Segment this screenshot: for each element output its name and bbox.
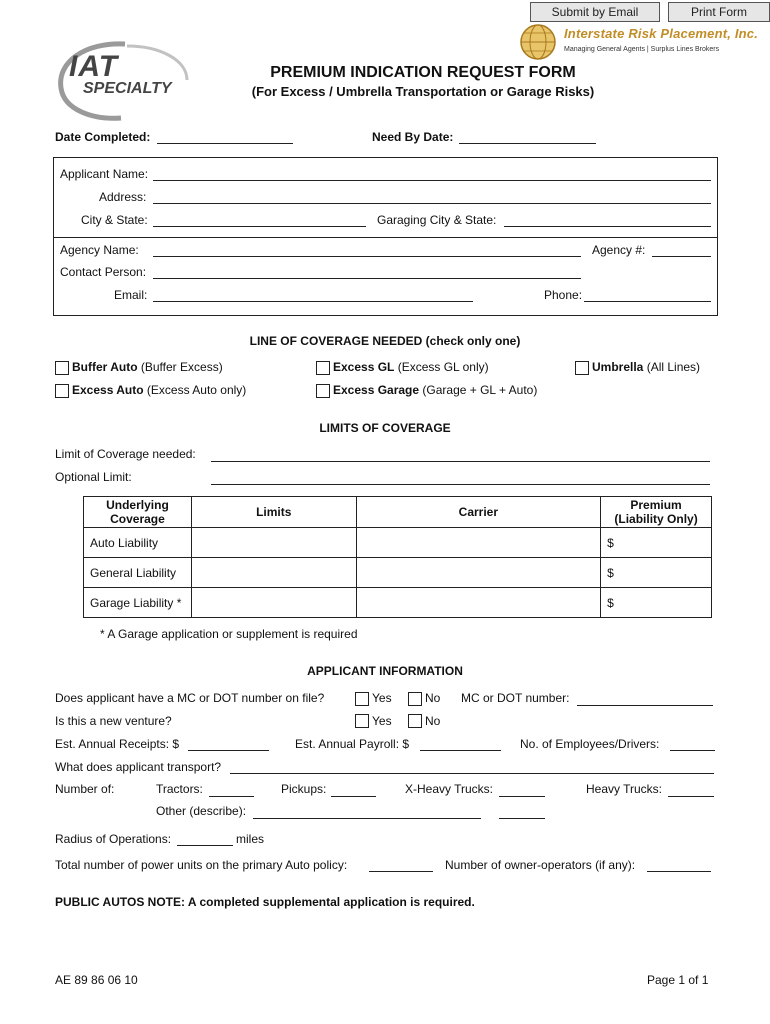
tractors-label: Tractors: [156,782,203,796]
carrier-cell[interactable] [356,588,601,618]
logo-specialty-text: SPECIALTY [83,80,172,97]
radius-label: Radius of Operations: [55,832,172,846]
other-count-field[interactable] [499,818,545,819]
garage-note: * A Garage application or supplement is required [100,627,358,641]
mc-number-field[interactable] [577,705,713,706]
excess-auto-label: Excess Auto (Excess Auto only) [72,383,247,397]
pickups-label: Pickups: [281,782,327,796]
excess-auto-checkbox[interactable] [55,384,69,398]
date-completed-field[interactable] [157,143,293,144]
phone-label: Phone: [544,288,583,302]
owner-ops-label: Number of owner-operators (if any): [445,858,636,872]
form-code: AE 89 86 06 10 [55,973,138,987]
transport-field[interactable] [230,773,714,774]
excess-garage-checkbox[interactable] [316,384,330,398]
contact-person-field[interactable] [153,278,581,279]
umbrella-checkbox[interactable] [575,361,589,375]
carrier-cell[interactable] [356,558,601,588]
brand-logo [516,22,770,62]
employees-field[interactable] [670,750,715,751]
payroll-label: Est. Annual Payroll: $ [295,737,410,751]
row-coverage: General Liability [84,558,192,588]
umbrella-label: Umbrella (All Lines) [592,360,701,374]
need-by-date-label: Need By Date: [372,130,454,144]
page-title: PREMIUM INDICATION REQUEST FORM [270,64,576,81]
page-number: Page 1 of 1 [647,973,709,987]
mc-number-label: MC or DOT number: [461,691,570,705]
limits-heading: LIMITS OF COVERAGE [319,421,451,435]
number-of-label: Number of: [55,782,115,796]
mc-no-checkbox[interactable] [408,692,422,706]
limits-cell[interactable] [191,528,356,558]
receipts-field[interactable] [188,750,269,751]
logo-iat-text: IAT [69,50,119,83]
new-venture-label: Is this a new venture? [55,714,172,728]
xheavy-field[interactable] [499,796,545,797]
address-field[interactable] [153,203,711,204]
power-units-field[interactable] [369,871,433,872]
email-field[interactable] [153,301,473,302]
row-coverage: Garage Liability * [84,588,192,618]
col-carrier: Carrier [356,497,601,528]
premium-cell[interactable]: $ [601,588,712,618]
optional-limit-label: Optional Limit: [55,470,132,484]
venture-yes-checkbox[interactable] [355,714,369,728]
receipts-label: Est. Annual Receipts: $ [55,737,180,751]
brand-tagline: Managing General Agents | Surplus Lines Brokers [564,46,720,53]
city-state-field[interactable] [153,226,366,227]
col-limits: Limits [191,497,356,528]
limit-needed-field[interactable] [211,461,710,462]
radius-field[interactable] [177,845,233,846]
xheavy-label: X-Heavy Trucks: [405,782,494,796]
applicant-info-heading: APPLICANT INFORMATION [307,664,463,678]
print-form-button[interactable]: Print Form [668,2,770,22]
power-units-label: Total number of power units on the primary Auto policy: [55,858,348,872]
limits-cell[interactable] [191,588,356,618]
garaging-label: Garaging City & State: [377,213,497,227]
brand-name: Interstate Risk Placement, Inc. [564,26,759,41]
date-completed-label: Date Completed: [55,130,151,144]
public-autos-note: PUBLIC AUTOS NOTE: A completed supplemental application is required. [55,895,475,909]
coverage-table [83,496,712,618]
venture-yes-label: Yes [372,714,392,728]
transport-label: What does applicant transport? [55,760,222,774]
premium-cell[interactable]: $ [601,558,712,588]
employees-label: No. of Employees/Drivers: [520,737,660,751]
venture-no-label: No [425,714,441,728]
table-row [84,558,712,588]
email-label: Email: [114,288,148,302]
heavy-label: Heavy Trucks: [586,782,663,796]
optional-limit-field[interactable] [211,484,710,485]
mc-no-label: No [425,691,441,705]
applicant-name-label: Applicant Name: [60,167,149,181]
row-coverage: Auto Liability [84,528,192,558]
mc-yes-checkbox[interactable] [355,692,369,706]
table-row [84,528,712,558]
excess-gl-label: Excess GL (Excess GL only) [333,360,489,374]
col-underlying: Underlying Coverage [84,497,192,528]
limit-needed-label: Limit of Coverage needed: [55,447,196,461]
agency-name-label: Agency Name: [60,243,139,257]
page-subtitle: (For Excess / Umbrella Transportation or Garage Risks) [251,84,595,99]
table-row [84,588,712,618]
limits-cell[interactable] [191,558,356,588]
city-state-label: City & State: [81,213,148,227]
agency-number-field[interactable] [652,256,711,257]
agency-name-field[interactable] [153,256,581,257]
other-describe-field[interactable] [253,818,481,819]
payroll-field[interactable] [420,750,501,751]
excess-garage-label: Excess Garage (Garage + GL + Auto) [333,383,538,397]
carrier-cell[interactable] [356,528,601,558]
other-label: Other (describe): [156,804,247,818]
premium-cell[interactable]: $ [601,528,712,558]
agency-number-label: Agency #: [592,243,646,257]
coverage-line-heading: LINE OF COVERAGE NEEDED (check only one) [249,334,521,348]
need-by-date-field[interactable] [459,143,596,144]
phone-field[interactable] [584,301,711,302]
mc-question-label: Does applicant have a MC or DOT number on file? [55,691,325,705]
pickups-field[interactable] [331,796,376,797]
mc-yes-label: Yes [372,691,392,705]
contact-person-label: Contact Person: [60,265,147,279]
owner-ops-field[interactable] [647,871,711,872]
globe-icon [516,22,560,62]
buffer-auto-label: Buffer Auto (Buffer Excess) [72,360,223,374]
table-header-row [84,497,712,528]
tractors-field[interactable] [209,796,254,797]
heavy-field[interactable] [668,796,714,797]
garaging-field[interactable] [504,226,711,227]
applicant-name-field[interactable] [153,180,711,181]
box-divider [53,237,717,238]
venture-no-checkbox[interactable] [408,714,422,728]
col-premium: Premium (Liability Only) [601,497,712,528]
buffer-auto-checkbox[interactable] [55,361,69,375]
address-label: Address: [99,190,147,204]
miles-label: miles [236,832,265,846]
excess-gl-checkbox[interactable] [316,361,330,375]
submit-by-email-button[interactable]: Submit by Email [530,2,660,22]
